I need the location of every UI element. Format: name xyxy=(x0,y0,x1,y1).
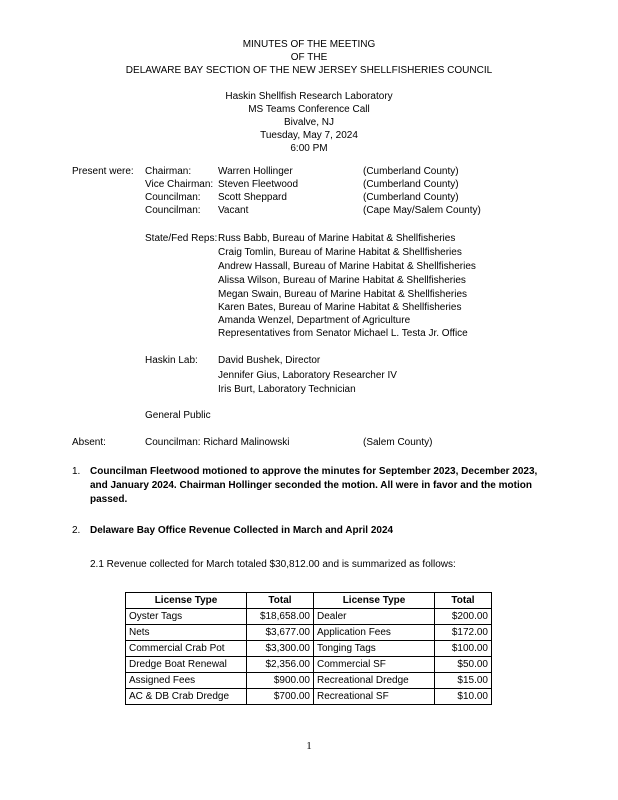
state-fed-rep: Alissa Wilson, Bureau of Marine Habitat & Shellfisheries xyxy=(218,275,466,286)
table-cell: Dredge Boat Renewal xyxy=(126,657,247,673)
title-line-3: DELAWARE BAY SECTION OF THE NEW JERSEY SHELLFISHERIES COUNCIL xyxy=(125,65,493,76)
table-cell: $18,658.00 xyxy=(247,609,314,625)
table-header-row xyxy=(126,593,492,609)
table-cell: Commercial SF xyxy=(314,657,435,673)
location-line-1: Haskin Shellfish Research Laboratory xyxy=(225,91,393,102)
table-cell: $200.00 xyxy=(435,609,492,625)
table-cell: Commercial Crab Pot xyxy=(126,641,247,657)
member-name: Scott Sheppard xyxy=(218,192,287,203)
table-cell: Recreational Dredge xyxy=(314,673,435,689)
table-cell: $100.00 xyxy=(435,641,492,657)
item-2-1-text: 2.1 Revenue collected for March totaled $30,812.00 and is summarized as follows: xyxy=(90,559,456,570)
general-public: General Public xyxy=(145,410,211,421)
haskin-member: Jennifer Gius, Laboratory Researcher IV xyxy=(218,370,397,381)
table-cell: Application Fees xyxy=(314,625,435,641)
member-role: Vice Chairman: xyxy=(145,179,214,190)
item-1-text-line-2: and January 2024. Chairman Hollinger seconded the motion. All were in favor and the motion xyxy=(90,480,532,491)
state-fed-rep: Amanda Wenzel, Department of Agriculture xyxy=(218,315,411,326)
absent-name: Councilman: Richard Malinowski xyxy=(145,437,290,448)
table-cell: Dealer xyxy=(314,609,435,625)
column-header: Total xyxy=(247,593,314,609)
table-cell: $900.00 xyxy=(247,673,314,689)
table-cell: $172.00 xyxy=(435,625,492,641)
table-row xyxy=(126,689,492,705)
table-cell: Tonging Tags xyxy=(314,641,435,657)
table-cell: AC & DB Crab Dredge xyxy=(126,689,247,705)
state-fed-label: State/Fed Reps: xyxy=(145,233,218,244)
table-cell: Recreational SF xyxy=(314,689,435,705)
state-fed-rep: Representatives from Senator Michael L. Testa Jr. Office xyxy=(218,328,468,339)
table-cell: $700.00 xyxy=(247,689,314,705)
haskin-member: David Bushek, Director xyxy=(218,355,321,366)
location-line-2: MS Teams Conference Call xyxy=(248,104,370,115)
revenue-table xyxy=(125,592,492,705)
state-fed-rep: Russ Babb, Bureau of Marine Habitat & Shellfisheries xyxy=(218,233,456,244)
location-line-3: Bivalve, NJ xyxy=(283,117,334,128)
column-header: Total xyxy=(435,593,492,609)
haskin-member: Iris Burt, Laboratory Technician xyxy=(218,384,356,395)
present-label: Present were: xyxy=(72,166,134,177)
item-2-number: 2. xyxy=(72,525,81,536)
haskin-label: Haskin Lab: xyxy=(145,355,198,366)
member-name: Warren Hollinger xyxy=(218,166,293,177)
table-cell: $50.00 xyxy=(435,657,492,673)
member-name: Vacant xyxy=(218,205,249,216)
state-fed-rep: Karen Bates, Bureau of Marine Habitat & Shellfisheries xyxy=(218,302,462,313)
meeting-date: Tuesday, May 7, 2024 xyxy=(260,130,358,141)
table-cell: Nets xyxy=(126,625,247,641)
table-row xyxy=(126,641,492,657)
member-role: Councilman: xyxy=(145,192,201,203)
table-row xyxy=(126,625,492,641)
item-1-text-line-3: passed. xyxy=(90,494,128,505)
table-cell: Assigned Fees xyxy=(126,673,247,689)
member-role: Chairman: xyxy=(145,166,192,177)
table-row xyxy=(126,673,492,689)
table-cell: $10.00 xyxy=(435,689,492,705)
table-cell: $3,677.00 xyxy=(247,625,314,641)
member-county: (Cape May/Salem County) xyxy=(363,205,481,216)
title-line-2: OF THE xyxy=(290,52,328,63)
title-line-1: MINUTES OF THE MEETING xyxy=(242,39,376,50)
item-1-text-line-1: Councilman Fleetwood motioned to approve the minutes for September 2023, December 2023, xyxy=(90,466,538,477)
item-1-number: 1. xyxy=(72,466,81,477)
member-county: (Cumberland County) xyxy=(363,166,459,177)
table-cell: Oyster Tags xyxy=(126,609,247,625)
meeting-time: 6:00 PM xyxy=(290,143,328,154)
absent-county: (Salem County) xyxy=(363,437,433,448)
table-cell: $2,356.00 xyxy=(247,657,314,673)
table-row xyxy=(126,609,492,625)
absent-label: Absent: xyxy=(72,437,106,448)
column-header: License Type xyxy=(126,593,247,609)
item-2-title: Delaware Bay Office Revenue Collected in March and April 2024 xyxy=(90,525,394,536)
table-cell: $15.00 xyxy=(435,673,492,689)
member-role: Councilman: xyxy=(145,205,201,216)
page-number: 1 xyxy=(306,740,312,752)
state-fed-rep: Megan Swain, Bureau of Marine Habitat & Shellfisheries xyxy=(218,289,468,300)
member-county: (Cumberland County) xyxy=(363,179,459,190)
table-row xyxy=(126,657,492,673)
column-header: License Type xyxy=(314,593,435,609)
state-fed-rep: Andrew Hassall, Bureau of Marine Habitat & Shellfisheries xyxy=(218,261,476,272)
member-county: (Cumberland County) xyxy=(363,192,459,203)
table-cell: $3,300.00 xyxy=(247,641,314,657)
member-name: Steven Fleetwood xyxy=(218,179,299,190)
state-fed-rep: Craig Tomlin, Bureau of Marine Habitat & Shellfisheries xyxy=(218,247,462,258)
